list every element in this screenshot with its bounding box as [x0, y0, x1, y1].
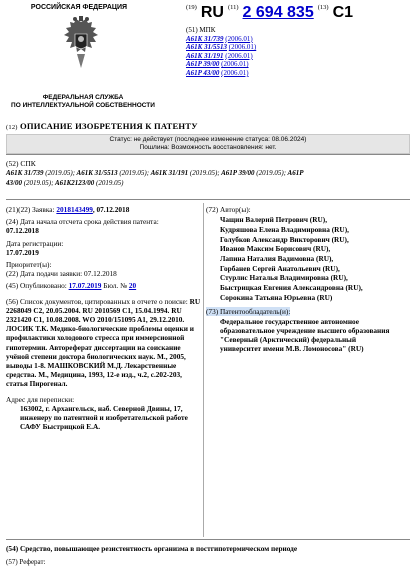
authors-label: (72) Автор(ы): [206, 205, 251, 214]
owner-text: Федеральное государственное автономное образовательное учреждение высшего образования "Северный (Арктический) федеральный университет имени М.В. Ломоносова" (RU) [220, 316, 390, 354]
spk-code-year: (2019.05); [21, 179, 54, 187]
author-item: Лапина Наталия Вадимовна (RU), [220, 254, 334, 264]
term-start-value: 07.12.2018 [6, 226, 39, 236]
mpk-class-link[interactable]: A61K 31/739 [186, 34, 224, 43]
registration-value: 17.07.2019 [6, 247, 39, 257]
term-start-field [6, 217, 202, 235]
mpk-block [184, 26, 384, 78]
agency-name-text: ФЕДЕРАЛЬНАЯ СЛУЖБА ПО ИНТЕЛЛЕКТУАЛЬНОЙ СОБСТВЕННОСТИ [11, 94, 155, 109]
mpk-row [186, 60, 384, 69]
author-item: Сорокина Татьяна Юрьевна (RU) [220, 292, 333, 302]
status-box [6, 134, 410, 154]
coat-of-arms-emblem [58, 16, 104, 72]
mpk-row [186, 69, 384, 78]
author-item: Стурлис Наталья Владимировна (RU), [220, 273, 348, 283]
priority-line: (22) Дата подачи заявки: 07.12.2018 [6, 269, 117, 279]
spk-code: A61P [287, 169, 304, 177]
spk-block [6, 159, 410, 188]
spk-code-year: (2019.05); [43, 169, 76, 177]
code-13: (13) [317, 4, 329, 11]
country-code: RU [200, 4, 224, 21]
registration-label: Дата регистрации: [6, 238, 64, 248]
author-item: Кудряшова Елена Владимировна (RU), [220, 224, 349, 234]
code-12: (12) [6, 124, 18, 131]
divider-bottom [6, 539, 410, 540]
mpk-class-link[interactable]: A61K 31/5513 [186, 43, 228, 52]
owner-label: (73) Патентообладатель(и): [206, 306, 291, 316]
spk-label: (52) СПК [6, 159, 36, 168]
mpk-version-link[interactable]: (2006.01) [221, 68, 249, 77]
application-label: (21)(22) Заявка: [6, 205, 55, 214]
invention-title: (54) Средство, повышающее резистентность организма в постгипотермическом периоде [6, 544, 298, 553]
divider-middle [6, 199, 410, 200]
spk-codes-line2 [6, 179, 410, 188]
title-block [6, 121, 410, 154]
spk-code: A61K 31/739 [6, 169, 44, 177]
status-line: Статус: не действует (последнее изменение статуса: 08.06.2024) [109, 136, 307, 143]
divider-top [6, 154, 410, 155]
address-text: 163002, г. Архангельск, наб. Северной Двины, 17, инженеру по патентной и изобретательской работе САФУ Быстрицкой Е.А. [20, 403, 188, 432]
spk-code: A61K2123/00 [54, 179, 95, 187]
spk-code-year: (2019.05) [94, 179, 124, 187]
address-label: Адрес для переписки: [6, 394, 75, 404]
priority-field [6, 260, 202, 278]
spk-code-year: (2019.05); [188, 169, 220, 177]
authors-list [220, 215, 412, 302]
published-date-link[interactable]: 17.07.2019 [68, 281, 102, 291]
document-title [6, 121, 410, 132]
mpk-row [186, 52, 384, 61]
spk-code-year: (2019.05); [117, 169, 150, 177]
author-item: Быстрицкая Евгения Александровна (RU), [220, 283, 363, 293]
registration-field [6, 239, 202, 257]
mpk-version-link[interactable]: (2006.01) [225, 51, 253, 60]
code-11: (11) [227, 4, 239, 11]
spk-code: 43/00 [6, 179, 22, 187]
mpk-list [184, 35, 384, 78]
right-column [206, 205, 412, 357]
mpk-version-link[interactable]: (2006.01) [225, 34, 253, 43]
country-name: РОССИЙСКАЯ ФЕДЕРАЦИЯ [30, 4, 128, 11]
owner-label-row [206, 307, 412, 316]
mpk-class-link[interactable]: A61P 43/00 [186, 68, 220, 77]
patent-number-link[interactable]: 2 694 835 [242, 4, 314, 21]
patent-number-row [186, 4, 416, 24]
agency-name [8, 94, 158, 110]
mpk-label: (51) МПК [186, 26, 216, 34]
column-divider [203, 203, 204, 537]
author-item: Иванов Максим Борисович (RU), [220, 244, 331, 254]
author-item: Горбанев Сергей Анатольевич (RU), [220, 263, 340, 273]
author-item: Чащин Валерий Петрович (RU), [220, 215, 328, 225]
mpk-version-link[interactable]: (2006.01) [221, 60, 249, 69]
abstract-label: (57) Реферат: [6, 558, 46, 566]
priority-label: Приоритет(ы): [6, 260, 52, 270]
bulletin-number-link[interactable]: 20 [128, 281, 137, 291]
spk-code: A61K 31/191 [150, 169, 189, 177]
citations-text: RU 2268049 C2, 20.05.2004. RU 2010569 C1, 15.04.1994. RU 2321420 C1, 10.08.2008. WO 2010/151095 A1, 29.12.2010. ЛОСИК Т.К. Медико-биологические проблемы оценки и профилактики холодового стресса при иммерсионной гипотермии. Автореферат диссертации на соискание учёной степени доктора биологических наук. М., 2005, выводы 1-8. МАШКОВСКИЙ М.Д. Лекарственные средства. М., Медицина, 1993, 12-е изд., ч.2, с.202-203, статья Пирогенал. [6, 296, 201, 389]
application-field [6, 205, 202, 214]
term-start-label: (24) Дата начала отсчета срока действия патента: [6, 217, 159, 227]
mpk-row [186, 35, 384, 44]
published-label: (45) Опубликовано: [6, 281, 67, 291]
mpk-class-link[interactable]: A61K 31/191 [186, 51, 224, 60]
citations-field [6, 297, 202, 389]
kind-code: C1 [332, 4, 354, 21]
author-item: Голубков Александр Викторович (RU), [220, 234, 349, 244]
spk-code-year: (2019.05); [254, 169, 287, 177]
left-column [6, 205, 202, 434]
spk-code: A61P 39/00 [221, 169, 255, 177]
address-field [6, 395, 202, 432]
title-text: ОПИСАНИЕ ИЗОБРЕТЕНИЯ К ПАТЕНТУ [20, 121, 198, 131]
published-field [6, 281, 202, 290]
mpk-row [186, 43, 384, 52]
application-date: , 07.12.2018 [92, 205, 130, 214]
bulletin-label: Бюл. № [101, 281, 129, 291]
duty-line: Пошлина: Возможность восстановления: нет. [139, 144, 277, 151]
code-19: (19) [186, 4, 197, 11]
spk-codes-line1 [6, 169, 410, 178]
mpk-version-link[interactable]: (2006.01) [228, 43, 257, 52]
application-number-link[interactable]: 2018143499 [56, 205, 93, 214]
citations-label: (56) Список документов, цитированных в отчете о поиске: [6, 296, 188, 306]
spk-code: A61K 31/5513 [76, 169, 118, 177]
mpk-class-link[interactable]: A61P 39/00 [186, 60, 220, 69]
